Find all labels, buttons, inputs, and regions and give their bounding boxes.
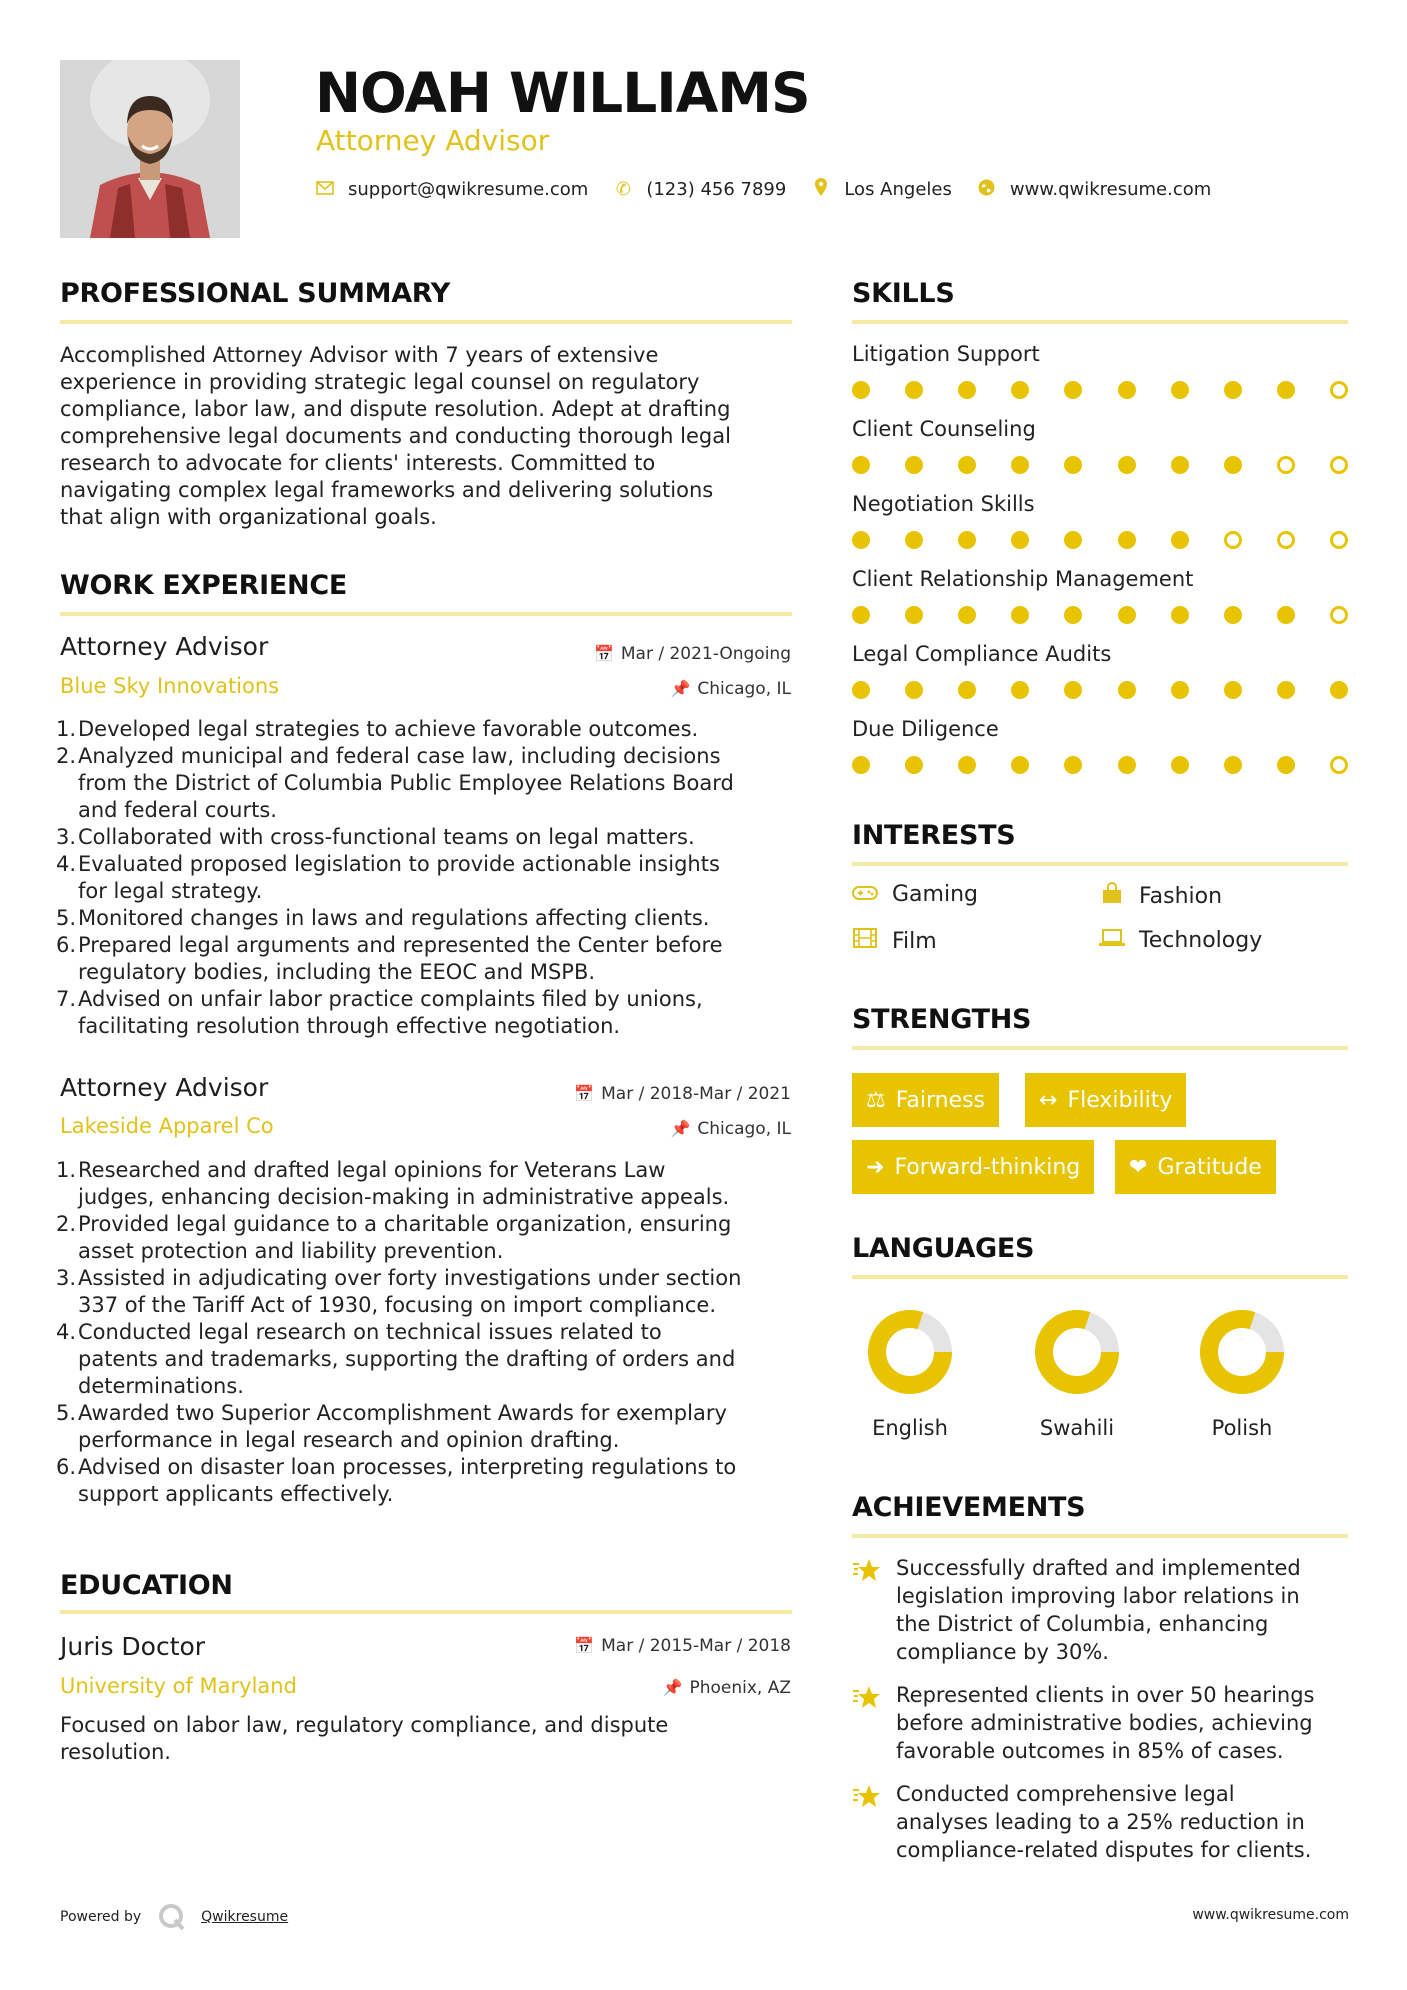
arrow-right-icon: ➜ <box>866 1154 885 1180</box>
skill-dot-filled <box>1171 681 1189 699</box>
qwikresume-logo-icon <box>157 1902 187 1932</box>
arrows-horizontal-icon: ↔ <box>1039 1087 1058 1113</box>
skill-dot-filled <box>1224 681 1242 699</box>
interests-heading: INTERESTS <box>852 820 1016 851</box>
skill-dot-filled <box>1171 381 1189 399</box>
skills-heading: SKILLS <box>852 278 955 309</box>
strength-label: Forward-thinking <box>894 1154 1081 1180</box>
skill-dot-filled <box>1277 381 1295 399</box>
skill-dot-filled <box>958 606 976 624</box>
qwikresume-link[interactable]: Qwikresume <box>201 1909 289 1925</box>
achievement-item <box>852 1681 1352 1765</box>
envelope-icon <box>316 179 334 200</box>
job-duties-list <box>55 1157 800 1508</box>
experience-rule <box>60 612 792 616</box>
language-item <box>1182 1308 1302 1440</box>
skill-dot-empty <box>1330 756 1348 774</box>
contact-bar <box>316 178 1237 201</box>
achievement-line: before administrative bodies, achieving <box>896 1711 1313 1735</box>
skills-rule <box>852 320 1348 324</box>
interest-label: Gaming <box>892 882 978 907</box>
language-proficiency-ring <box>866 1308 954 1396</box>
language-proficiency-ring <box>1033 1308 1121 1396</box>
calendar-icon: 📅 <box>574 1084 595 1103</box>
footer-powered-by <box>60 1902 288 1932</box>
skill-dot-filled <box>1118 531 1136 549</box>
list-item: 6. Prepared legal arguments and represented the Center before regulatory bodies, including the EEOC and MSPB. <box>55 933 723 984</box>
summary-line: that align with organizational goals. <box>60 505 437 529</box>
film-icon <box>852 928 878 954</box>
skill-dot-filled <box>905 606 923 624</box>
education-location <box>663 1678 791 1698</box>
email-text: support@qwikresume.com <box>348 179 589 200</box>
skill-dot-filled <box>905 381 923 399</box>
skill-dot-filled <box>1277 606 1295 624</box>
achievement-line: compliance-related disputes for clients. <box>896 1838 1312 1862</box>
contact-email[interactable] <box>316 179 588 200</box>
skill-dot-filled <box>1064 756 1082 774</box>
heart-icon: ❤ <box>1129 1154 1148 1180</box>
summary-line: Accomplished Attorney Advisor with 7 years of extensive <box>60 343 659 367</box>
interest-label: Film <box>892 928 937 954</box>
job-duties-list <box>55 716 800 1040</box>
calendar-icon: 📅 <box>574 1636 595 1655</box>
skill-label: Due Diligence <box>852 717 999 741</box>
star-award-icon <box>852 1683 882 1713</box>
language-item <box>1017 1308 1137 1440</box>
skill-dot-filled <box>958 531 976 549</box>
contact-phone[interactable] <box>614 179 786 200</box>
job-company: Lakeside Apparel Co <box>60 1114 274 1138</box>
location-text: Los Angeles <box>844 179 952 200</box>
achievement-line: legislation improving labor relations in <box>896 1584 1300 1608</box>
skill-dot-filled <box>1011 681 1029 699</box>
education-heading: EDUCATION <box>60 1570 233 1601</box>
skill-dot-filled <box>1064 681 1082 699</box>
achievement-line: Represented clients in over 50 hearings <box>896 1683 1315 1707</box>
strength-tag <box>1115 1140 1276 1194</box>
skill-dot-empty <box>1224 531 1242 549</box>
list-item: 3. Assisted in adjudicating over forty investigations under section 337 of the Tariff Act of 1930, focusing on import compliance. <box>55 1266 742 1317</box>
language-item <box>850 1308 970 1440</box>
interest-label: Fashion <box>1139 883 1223 909</box>
calendar-icon: 📅 <box>593 644 614 663</box>
skill-dot-filled <box>1011 456 1029 474</box>
skill-label: Client Counseling <box>852 417 1036 441</box>
skill-dot-filled <box>1118 606 1136 624</box>
skill-dot-filled <box>1118 456 1136 474</box>
star-award-icon <box>852 1556 882 1586</box>
language-name: Swahili <box>1039 1416 1115 1440</box>
skill-label: Negotiation Skills <box>852 492 1035 516</box>
skill-dot-filled <box>1224 381 1242 399</box>
skill-dot-filled <box>905 531 923 549</box>
strengths-heading: STRENGTHS <box>852 1004 1032 1035</box>
skill-rating <box>852 380 1348 400</box>
laptop-icon <box>1099 928 1125 953</box>
skill-dot-filled <box>1118 681 1136 699</box>
skill-dot-filled <box>1224 756 1242 774</box>
summary-line: research to advocate for clients' interests. Committed to <box>60 451 656 475</box>
skill-dot-filled <box>1064 381 1082 399</box>
achievement-item <box>852 1780 1352 1864</box>
website-text: www.qwikresume.com <box>1009 179 1212 200</box>
skill-dot-filled <box>958 756 976 774</box>
skill-dot-filled <box>1118 381 1136 399</box>
skill-dot-filled <box>1171 606 1189 624</box>
skill-label: Litigation Support <box>852 342 1040 366</box>
education-dates-text: Mar / 2015-Mar / 2018 <box>601 1636 791 1656</box>
job-location-text: Chicago, IL <box>697 679 791 699</box>
job-location-text: Chicago, IL <box>697 1119 791 1139</box>
skill-dot-filled <box>905 681 923 699</box>
job-dates <box>574 1084 791 1104</box>
pushpin-icon: 📌 <box>670 679 691 698</box>
footer-website[interactable]: www.qwikresume.com <box>1192 1907 1349 1923</box>
education-rule <box>60 1610 792 1614</box>
skill-dot-filled <box>852 456 870 474</box>
job-company: Blue Sky Innovations <box>60 674 280 698</box>
skill-dot-filled <box>905 456 923 474</box>
skill-dot-empty <box>1277 456 1295 474</box>
skill-dot-filled <box>1118 756 1136 774</box>
list-item: 6. Advised on disaster loan processes, interpreting regulations to support applicants effectively. <box>55 1455 737 1506</box>
skill-dot-filled <box>1330 681 1348 699</box>
interest-item <box>1099 928 1262 953</box>
job-location <box>670 1119 791 1139</box>
strength-label: Flexibility <box>1067 1087 1173 1113</box>
skill-dot-empty <box>1330 531 1348 549</box>
skill-dot-filled <box>1224 606 1242 624</box>
achievement-line: Successfully drafted and implemented <box>896 1556 1301 1580</box>
skill-dot-filled <box>1171 531 1189 549</box>
skill-dot-filled <box>1064 456 1082 474</box>
skill-rating <box>852 755 1348 775</box>
job-dates-text: Mar / 2021-Ongoing <box>620 644 791 664</box>
interest-item <box>852 928 937 954</box>
skill-dot-filled <box>1064 606 1082 624</box>
education-line: Focused on labor law, regulatory compliance, and dispute <box>60 1713 669 1737</box>
star-award-icon <box>852 1782 882 1812</box>
interests-rule <box>852 862 1348 866</box>
skill-rating <box>852 680 1348 700</box>
interest-item <box>852 882 978 907</box>
skill-dot-empty <box>1277 531 1295 549</box>
phone-text: (123) 456 7899 <box>646 179 787 200</box>
education-dates <box>574 1636 791 1656</box>
skill-dot-filled <box>958 381 976 399</box>
job-title: Attorney Advisor <box>60 1073 269 1102</box>
skill-dot-filled <box>1224 456 1242 474</box>
summary-heading: PROFESSIONAL SUMMARY <box>60 278 451 309</box>
skill-rating <box>852 530 1348 550</box>
pushpin-icon: 📌 <box>670 1119 691 1138</box>
job-dates <box>594 644 791 664</box>
summary-rule <box>60 320 792 324</box>
skill-dot-filled <box>852 681 870 699</box>
skill-dot-filled <box>1171 756 1189 774</box>
skill-dot-filled <box>1064 531 1082 549</box>
education-line: resolution. <box>60 1740 171 1764</box>
skill-dot-filled <box>1011 381 1029 399</box>
shopping-bag-icon <box>1099 882 1125 910</box>
strength-tag <box>852 1073 999 1127</box>
summary-line: navigating complex legal frameworks and delivering solutions <box>60 478 714 502</box>
achievement-line: analyses leading to a 25% reduction in <box>896 1810 1305 1834</box>
skill-dot-filled <box>1011 756 1029 774</box>
strengths-rule <box>852 1046 1348 1050</box>
list-item: 4. Conducted legal research on technical issues related to patents and trademarks, supporting the drafting of orders and determinations. <box>55 1320 736 1398</box>
candidate-title: Attorney Advisor <box>316 124 550 157</box>
profile-photo <box>60 60 240 238</box>
summary-line: compliance, labor law, and dispute resolution. Adept at drafting <box>60 397 731 421</box>
strength-label: Gratitude <box>1157 1154 1262 1180</box>
interest-item <box>1099 882 1222 910</box>
strength-tag <box>1025 1073 1186 1127</box>
skill-dot-filled <box>852 381 870 399</box>
skill-dot-filled <box>1171 456 1189 474</box>
gamepad-icon <box>852 882 878 907</box>
interest-label: Technology <box>1139 928 1263 953</box>
job-location <box>670 679 791 699</box>
skill-dot-empty <box>1330 606 1348 624</box>
list-item: 4. Evaluated proposed legislation to provide actionable insights for legal strategy. <box>55 852 720 903</box>
strength-tag <box>852 1140 1094 1194</box>
skill-dot-filled <box>1011 606 1029 624</box>
contact-website[interactable] <box>978 179 1211 201</box>
skill-dot-empty <box>1330 456 1348 474</box>
list-item: 5. Awarded two Superior Accomplishment Awards for exemplary performance in legal research and opinion drafting. <box>55 1401 727 1452</box>
language-proficiency-ring <box>1198 1308 1286 1396</box>
list-item: 2. Analyzed municipal and federal case law, including decisions from the District of Columbia Public Employee Relations Board and federal courts. <box>55 744 734 822</box>
achievement-line: Conducted comprehensive legal <box>896 1782 1235 1806</box>
list-item: 2. Provided legal guidance to a charitable organization, ensuring asset protection and liability prevention. <box>55 1212 732 1263</box>
achievement-item <box>852 1554 1352 1666</box>
list-item: 5. Monitored changes in laws and regulations affecting clients. <box>55 906 710 930</box>
skill-rating <box>852 605 1348 625</box>
languages-heading: LANGUAGES <box>852 1233 1035 1264</box>
skill-dot-filled <box>852 531 870 549</box>
experience-heading: WORK EXPERIENCE <box>60 570 347 601</box>
achievements-heading: ACHIEVEMENTS <box>852 1492 1086 1523</box>
achievement-line: compliance by 30%. <box>896 1640 1109 1664</box>
map-marker-icon <box>812 178 830 201</box>
summary-line: comprehensive legal documents and conducting thorough legal <box>60 424 731 448</box>
achievement-line: the District of Columbia, enhancing <box>896 1612 1269 1636</box>
list-item: 3. Collaborated with cross-functional teams on legal matters. <box>55 825 695 849</box>
skill-dot-filled <box>852 606 870 624</box>
powered-by-text: Powered by <box>60 1909 142 1925</box>
skill-dot-filled <box>958 456 976 474</box>
candidate-name: NOAH WILLIAMS <box>315 61 810 125</box>
degree-title: Juris Doctor <box>60 1632 206 1661</box>
job-dates-text: Mar / 2018-Mar / 2021 <box>601 1084 791 1104</box>
skill-dot-filled <box>852 756 870 774</box>
balance-scale-icon: ⚖ <box>866 1087 886 1113</box>
list-item: 7. Advised on unfair labor practice complaints filed by unions, facilitating resolution through effective negotiation. <box>55 987 703 1038</box>
list-item: 1. Researched and drafted legal opinions for Veterans Law judges, enhancing decision-making in administrative appeals. <box>55 1158 730 1209</box>
skill-dot-empty <box>1330 381 1348 399</box>
school-name: University of Maryland <box>60 1674 297 1698</box>
contact-location <box>812 178 952 201</box>
summary-text <box>60 342 800 531</box>
pushpin-icon: 📌 <box>662 1678 683 1697</box>
strength-label: Fairness <box>895 1087 986 1113</box>
skill-dot-filled <box>905 756 923 774</box>
languages-rule <box>852 1275 1348 1279</box>
job-title: Attorney Advisor <box>60 632 269 661</box>
list-item: 1. Developed legal strategies to achieve favorable outcomes. <box>55 717 699 741</box>
skill-dot-filled <box>1277 756 1295 774</box>
skill-dot-filled <box>1011 531 1029 549</box>
language-name: Polish <box>1211 1416 1273 1440</box>
education-description <box>60 1712 800 1766</box>
skill-dot-filled <box>958 681 976 699</box>
achievements-rule <box>852 1534 1348 1538</box>
phone-icon: ✆ <box>615 179 631 200</box>
education-location-text: Phoenix, AZ <box>689 1678 791 1698</box>
skill-rating <box>852 455 1348 475</box>
globe-icon <box>978 179 996 201</box>
achievement-line: favorable outcomes in 85% of cases. <box>896 1739 1284 1763</box>
language-name: English <box>872 1416 948 1440</box>
skill-label: Legal Compliance Audits <box>852 642 1112 666</box>
summary-line: experience in providing strategic legal counsel on regulatory <box>60 370 700 394</box>
skill-dot-filled <box>1277 681 1295 699</box>
skill-label: Client Relationship Management <box>852 567 1194 591</box>
